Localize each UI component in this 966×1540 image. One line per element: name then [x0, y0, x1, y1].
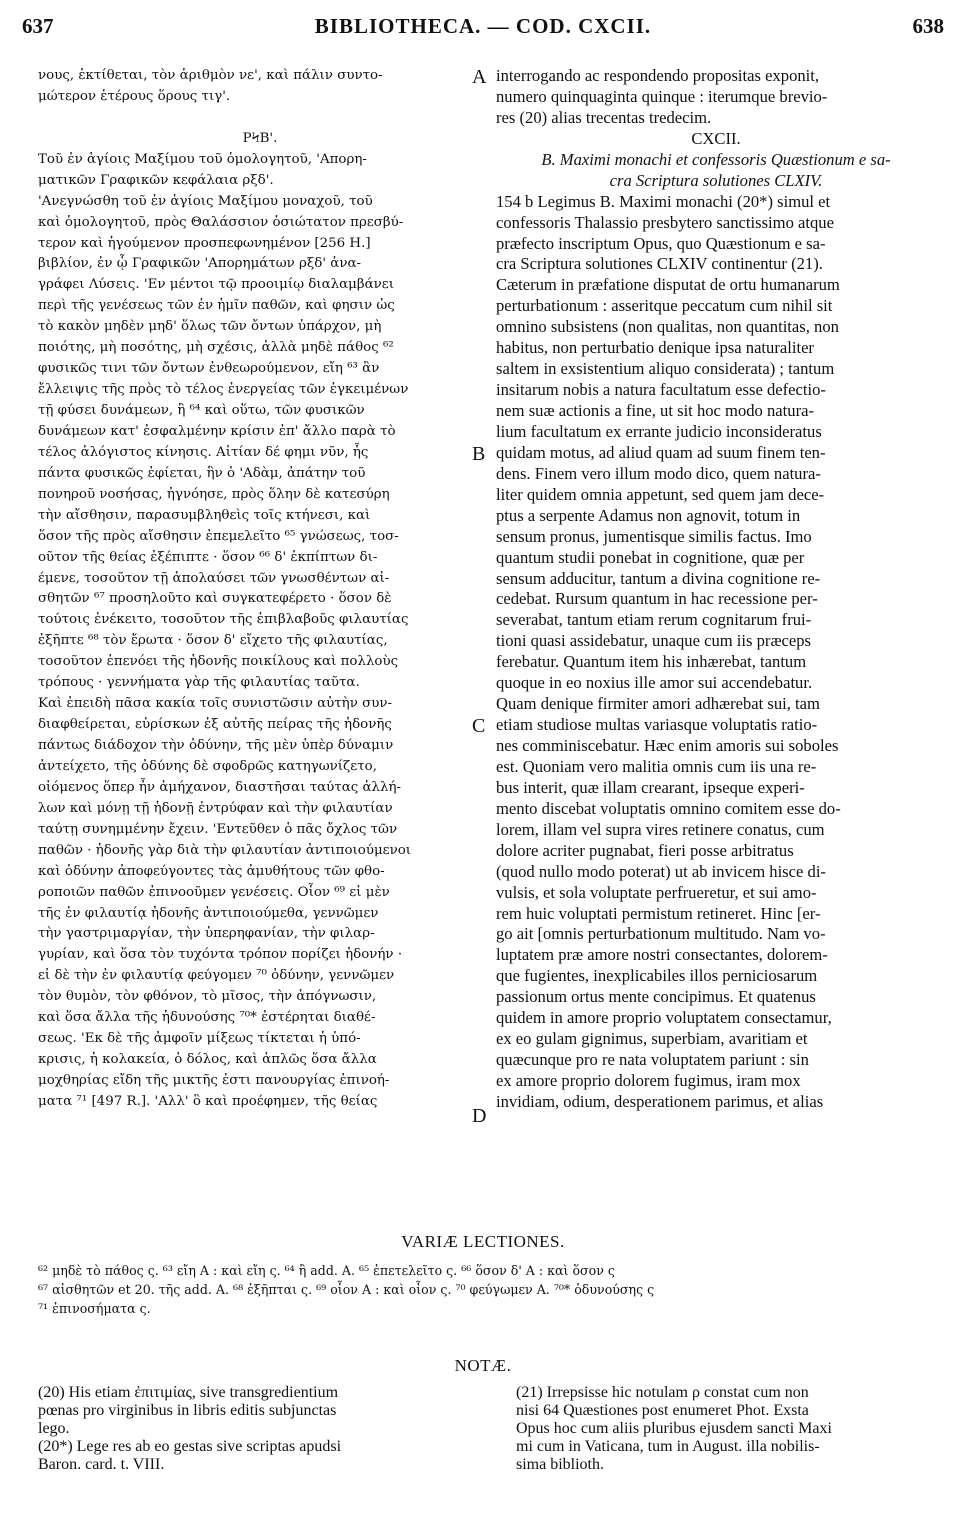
greek-text-line: ποιότης, μὴ ποσότης, μὴ σχέσις, ἀλλὰ μηδὲ πάθος ⁶² — [38, 340, 394, 356]
latin-text-line: 154 b Legimus B. Maximi monachi (20*) simul et — [496, 191, 831, 211]
greek-text-line: νους, ἐκτίθεται, τὸν ἀριθμὸν νε', καὶ πάλιν συντο- — [38, 68, 383, 83]
greek-text-line: τῇ φύσει δυνάμεων, ἢ ⁶⁴ καὶ οὕτω, τῶν φυσικῶν — [38, 403, 365, 418]
latin-text-line: quantum studii ponebat in cognitione, quæ per — [496, 547, 805, 567]
greek-text-line: Καὶ ἐπειδὴ πᾶσα κακία τοῖς συνιστῶσιν αὐτὴν συν- — [38, 696, 393, 712]
greek-text-line: τρόπους · γεννήματα γὰρ τῆς φιλαυτίας ταῦτα. — [38, 675, 360, 691]
latin-text-line: præfecto inscriptum Opus, quo Quæstionum e sa- — [496, 233, 826, 253]
latin-text-line: B. Maximi monachi et confessoris Quæstionum e sa- — [541, 149, 891, 169]
latin-text-line: liter quidem omnia appetunt, sed quem jam dece- — [496, 484, 825, 504]
latin-text-line: numero quinquaginta quinque : iterumque brevio- — [496, 86, 828, 106]
greek-text-line: 'Ανεγνώσθη τοῦ ἐν ἁγίοις Μαξίμου μοναχοῦ, τοῦ — [38, 193, 373, 209]
latin-text-line: go ait [omnis perturbationum multitudo. Nam vo- — [496, 924, 826, 944]
greek-text-line: Τοῦ ἐν ἁγίοις Μαξίμου τοῦ ὁμολογητοῦ, 'Απορη- — [38, 151, 367, 167]
page-number-right: 638 — [912, 14, 944, 38]
note-line: lego. — [38, 1420, 70, 1437]
note-line: mi cum in Vaticana, tum in August. illa nobilis- — [516, 1438, 820, 1455]
latin-text-line: severabat, tantum etiam rerum cognitarum frui- — [496, 610, 812, 630]
note-line: (20) His etiam ἐπιτιμίας, sive transgredientium — [38, 1384, 339, 1401]
running-header — [22, 8, 944, 40]
latin-text-line: sensum adducitur, tantum a divina cognitione re- — [496, 568, 821, 588]
greek-text-line: γυρίαν, καὶ ὅσα τὸν τυχόντα τρόπον πορίζει ἡδονήν · — [38, 947, 403, 963]
greek-text-line: φυσικῶς τινι τῶν ὄντων ἐνθεωρούμενον, εἴη ⁶³ ἂν — [38, 361, 380, 377]
greek-text-line: περὶ τῆς γενέσεως τῶν ἐν ἡμῖν παθῶν, καὶ φησιν ὡς — [38, 298, 395, 314]
notes-right — [516, 1384, 936, 1474]
greek-text-line: καὶ ὁμολογητοῦ, πρὸς Θαλάσσιον ὁσιώτατον πρεσβύ- — [38, 214, 404, 230]
greek-text-line: γράφει Λύσεις. 'Εν μέντοι τῷ προοιμίῳ διαλαμβάνει — [38, 277, 394, 293]
greek-text-line: ἔλλειψις τῆς πρὸς τὸ τέλος ἐνεργείας τῶν ἐγκειμένων — [38, 382, 409, 398]
notae-heading: NOTÆ. — [454, 1356, 512, 1375]
greek-text-line: καὶ ὀδύνην ἀποφεύγοντες τὰς ἀμυθήτους τῶν φθο- — [38, 863, 385, 879]
greek-text-line: διαφθείρεται, εὑρίσκων ἐξ αὐτῆς πείρας τῆς ἡδονῆς — [38, 717, 392, 733]
note-line: (20*) Lege res ab eo gestas sive scriptas apudsi — [38, 1438, 342, 1455]
latin-text-line: (quod nullo modo poterat) ut ab invicem hisce di- — [496, 861, 826, 881]
latin-text-line: invidiam, odium, desperationem parimus, et alias — [496, 1091, 824, 1111]
greek-text-line: δυνάμεων κατ' ἐσφαλμένην κρίσιν ἐπ' ἄλλο παρὰ τὸ — [38, 423, 396, 439]
greek-text-line: κρισις, ἡ κολακεία, ὁ δόλος, καὶ ἁπλῶς ὅσα ἄλλα — [38, 1052, 377, 1068]
notes-left — [38, 1384, 478, 1474]
greek-text-line: ὅσον τῆς πρὸς αἴσθησιν ἐπεμελεῖτο ⁶⁵ γνώσεως, τοσ- — [38, 528, 399, 544]
latin-text-line: cra Scriptura solutiones CLXIV. — [609, 170, 823, 190]
latin-text-line: bus interit, quæ illam crearant, ipseque experi- — [496, 777, 805, 797]
greek-text-line: τῆς ἐν φιλαυτίᾳ ἡδονῆς ἀντιποιούμεθα, γεννῶμεν — [38, 905, 379, 921]
variae-lectiones-heading: VARIÆ LECTIONES. — [401, 1232, 565, 1251]
note-line: pœnas pro virginibus in libris editis subjunctas — [38, 1402, 337, 1419]
margin-marker-b: B — [472, 443, 486, 465]
greek-text-line: πονηροῦ νοσήσας, ἠγνόησε, πρὸς ὅλην δὲ κατεσύρη — [38, 486, 390, 502]
greek-text-line: ροποιῶν παθῶν ἐπινοοῦμεν γενέσεις. Οἷον ⁶⁹ εἰ μὲν — [38, 884, 390, 900]
latin-text-line: ex eo gulam gignimus, superbiam, avaritiam et — [496, 1029, 808, 1049]
greek-text-line: τέλος ἀλόγιστος κίνησις. Αἰτίαν δέ φημι νῦν, ἧς — [38, 444, 369, 460]
latin-text-line: tioni quasi assidebatur, unaque cum iis præceps — [496, 631, 812, 651]
greek-text-line — [38, 108, 482, 129]
latin-text-line: quidam motus, ad aliud quam ad suum finem ten- — [496, 442, 826, 462]
greek-text-line: τερον καὶ ἡγούμενον προσπεφωνημένον [256 Η.] — [38, 235, 371, 251]
greek-text-line: έμενε, τοσοῦτον τῇ ἀπολαύσει τῶν γνωσθέντων αἰ- — [38, 570, 390, 586]
greek-text-line: τὴν γαστριμαργίαν, τὴν ὑπερηφανίαν, τὴν φιλαρ- — [38, 926, 375, 942]
latin-text-line: dens. Finem vero illum modo dico, quem natura- — [496, 463, 821, 483]
latin-text-line: ptus a serpente Adamus non agnovit, totum in — [496, 505, 801, 525]
greek-text-line: μοχθηρίας εἴδη τῆς μικτῆς ἐστι πανουργίας ἐπινοή- — [38, 1073, 390, 1088]
greek-column — [38, 66, 482, 1113]
latin-column — [496, 66, 936, 1113]
latin-text-line: nes comminiscebatur. Hæc enim amoris sui soboles — [496, 736, 839, 755]
greek-text-line: σεως. 'Εκ δὲ τῆς ἀμφοῖν μίξεως τίκτεται ἡ ὑπό- — [38, 1031, 361, 1047]
latin-text-line: saltem in exsistentium aliquo considerata) ; tantum — [496, 359, 835, 379]
latin-text-line: que fugientes, inexplicabiles illos perniciosarum — [496, 966, 818, 986]
greek-text-line: οῦτον τῆς θείας ἐξέπιπτε · ὅσον ⁶⁶ δ' ἐκπίπτων δι- — [38, 549, 378, 565]
latin-text-line: rem huic voluptati permistum retineret. Hinc [er- — [496, 903, 821, 923]
latin-text-line: mento discebat voluptatis omnino comitem esse do- — [496, 798, 841, 818]
margin-marker-d: D — [472, 1105, 487, 1127]
margin-marker-c: C — [472, 715, 486, 737]
latin-text-line: passionum ortus mente concipimus. Et quatenus — [496, 987, 816, 1007]
latin-text-line: quæcunque pro re nata voluptatem pariunt : sin — [496, 1050, 809, 1070]
note-line: (21) Irrepsisse hic notulam ρ constat cum non — [516, 1384, 809, 1401]
greek-text-line: πάντως διάδοχον τὴν ὀδύνην, τῆς μὲν ὑπὲρ δύναμιν — [38, 738, 394, 753]
latin-text-line: confessoris Thalassio presbytero sanctissimo atque — [496, 212, 834, 232]
latin-text-line: CXCII. — [691, 128, 741, 148]
greek-text-line: οἰόμενος ὅπερ ἦν ἀμήχανον, διαστῆσαι ταύτας ἀλλή- — [38, 779, 402, 795]
greek-text-line: τὸν θυμὸν, τὸν φθόνον, τὸ μῖσος, τὴν ἀπόγνωσιν, — [38, 989, 377, 1005]
greek-text-line: βιβλίον, ἐν ᾧ Γραφικῶν 'Απορημάτων ρξδ' ἀνα- — [38, 256, 362, 272]
greek-text-line: εἰ δὲ τὴν ἐν φιλαυτίᾳ φεύγομεν ⁷⁰ ὀδύνην, γεννῶμεν — [38, 968, 395, 984]
latin-text-line: lorem, illam vel supra vires retinere conatus, cum — [496, 819, 825, 839]
greek-text-line: τὸ κακὸν μηδὲν μηδ' ὅλως τῶν ὄντων ὑπάρχον, μὴ — [38, 319, 382, 335]
latin-text-line: quidem in amore proprio voluptatem consectamur, — [496, 1008, 832, 1028]
greek-text-line: καὶ ὅσα ἄλλα τῆς ἡδυνούσης ⁷⁰* ἐστέρηται διαθέ- — [38, 1010, 376, 1026]
latin-text-line: sensum pronus, jumentisque similis factus. Imo — [496, 526, 812, 546]
greek-text-line: λων καὶ μόνῃ τῇ ἡδονῇ ἐντρύφαν καὶ τὴν φιλαυτίαν — [38, 800, 393, 816]
note-line: Baron. card. t. VIII. — [38, 1456, 165, 1473]
note-line: sima biblioth. — [516, 1456, 604, 1473]
latin-text-line: ferebatur. Quantum item his inhærebat, tantum — [496, 652, 807, 672]
latin-text-line: quoque in eo noxius ille amor sui accendebatur. — [496, 673, 813, 693]
variant-reading-line: ⁶⁷ αἰσθητῶν et 20. τῆς add. A. ⁶⁸ ἐξῆπται ς. ⁶⁹ οἷον A : καὶ οἷον ς. ⁷⁰ φεύγωμεν A. ⁷⁰* ὀδυνούσης ς — [38, 1282, 655, 1297]
greek-text-line: ἀντείχετο, τῆς ὀδύνης δὲ σφοδρῶς κατηγωνίζετο, — [38, 758, 377, 774]
latin-text-line: res (20) alias trecentas tredecim. — [496, 107, 712, 127]
latin-text-line: omnino subsistens (non qualitas, non quantitas, non — [496, 317, 839, 337]
greek-text-line: ἐξῆπτε ⁶⁸ τὸν ἔρωτα · ὅσον δ' εἴχετο τῆς φιλαυτίας, — [38, 633, 388, 649]
page-number-left: 637 — [22, 14, 54, 38]
latin-text-line: luptatem præ amore nostri consectantes, dolorem- — [496, 945, 828, 965]
greek-text-line: παθῶν · ἡδονῆς γὰρ διὰ τὴν φιλαυτίαν ἀντιποιούμενοι — [38, 842, 412, 858]
latin-text-line: dolore acriter pugnabat, fieri posse arbitratus — [496, 840, 794, 860]
note-line: Opus hoc cum aliis pluribus ejusdem sancti Maxi — [516, 1420, 832, 1437]
note-line: nisi 64 Quæstiones post enumeret Phot. Exsta — [516, 1402, 809, 1419]
margin-marker-a: A — [472, 66, 487, 88]
latin-text-line: ex amore proprio dolorem fugimus, iram mox — [496, 1071, 801, 1090]
greek-text-line: ταύτῃ συνημμένην ἔχειν. 'Εντεῦθεν ὁ πᾶς ὄχλος τῶν — [38, 821, 398, 837]
greek-text-line: ματικῶν Γραφικῶν κεφάλαια ρξδ'. — [38, 172, 274, 188]
latin-text-line: Quam denique firmiter amori adhærebat sui, tam — [496, 694, 820, 714]
latin-text-line: est. Quoniam vero malitia omnis cum iis una re- — [496, 756, 817, 776]
running-title: BIBLIOTHECA. — COD. CXCII. — [314, 14, 652, 38]
latin-text-line: vulsis, et sola voluptate perfrueretur, et sui amo- — [496, 882, 817, 902]
greek-text-line: μώτερον ἑτέρους ὅρους τιγ'. — [38, 88, 231, 104]
latin-text-line: habitus, non perturbatio denique ipsa naturaliter — [496, 338, 814, 358]
latin-text-line: lium facultatum ex errante judicio inconsideratus — [496, 421, 822, 441]
latin-text-line: insitarum nobis a natura facultatum esse defectio- — [496, 380, 826, 400]
greek-text-line: τούτοις ἐνέκειτο, τοσοῦτον τῆς ἐπιβλαβοῦς φιλαυτίας — [38, 612, 409, 628]
greek-text-line: ΡϞΒ'. — [242, 130, 278, 146]
latin-text-line: Cæterum in præfatione disputat de ortu humanarum — [496, 275, 840, 295]
greek-text-line: ματα ⁷¹ [497 R.]. 'Αλλ' ὃ καὶ προέφημεν, τῆς θείας — [38, 1093, 378, 1109]
latin-text-line: etiam studiose multas variasque voluptatis ratio- — [496, 715, 818, 735]
latin-text-line: cra Scriptura solutiones CLXIV continentur (21). — [496, 254, 823, 274]
latin-text-line: perturbationum : asseritque peccatum cum nihil sit — [496, 296, 833, 316]
greek-text-line: τοσοῦτον ἐπενόει τῆς ἡδονῆς ποικίλους καὶ πολλοὺς — [38, 654, 399, 670]
latin-text-line: nem suæ actionis a fine, ut sit hoc modo natura- — [496, 401, 814, 420]
greek-text-line: πάντα φυσικῶς ἐφίεται, ἣν ὁ 'Αδὰμ, ἀπάτην τοῦ — [38, 465, 366, 481]
variant-reading-line: ⁷¹ ἐπινοσήματα ς. — [38, 1301, 151, 1316]
greek-text-line: τὴν αἴσθησιν, παρασυμβληθεὶς τοῖς κτήνεσι, καὶ — [38, 507, 371, 523]
latin-text-line: interrogando ac respondendo propositas exponit, — [496, 66, 820, 85]
variant-reading-line: ⁶² μηδὲ τὸ πάθος ς. ⁶³ εἴη A : καὶ εἴη ς. ⁶⁴ ἢ add. A. ⁶⁵ ἐπετελεῖτο ς. ⁶⁶ ὅσον δ' A : καὶ ὅσον ς — [38, 1263, 615, 1278]
greek-text-line: σθητῶν ⁶⁷ προσηλοῦτο καὶ συγκατεφέρετο · ὅσον δὲ — [38, 591, 392, 607]
latin-text-line: cedebat. Rursum quantum in hac recessione per- — [496, 589, 818, 609]
